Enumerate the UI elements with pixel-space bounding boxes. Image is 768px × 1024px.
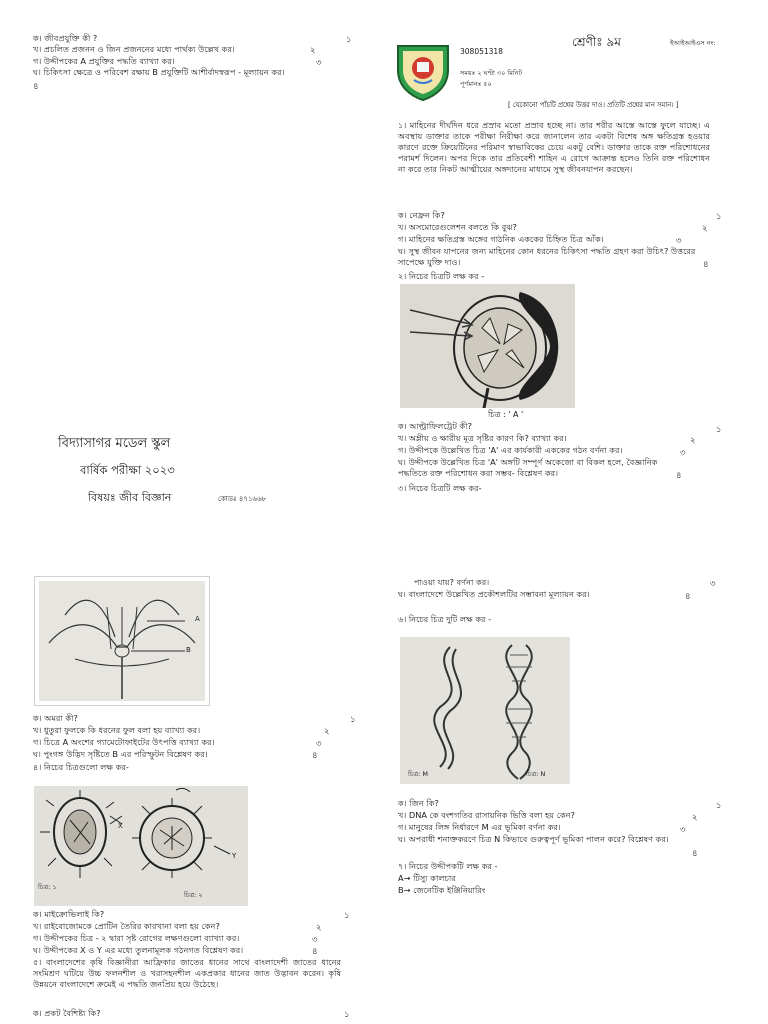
question-stem: ৫। বাংলাদেশের কৃষি বিজ্ঞানীরা আফ্রিকার জাতের ধানের সাথে বাংলাদেশী জাতের ধানের সংমিশ্রণ ঘটিয়ে উচ্চ ফলনশীল ও খরাসহনশীল একপ্রকার ধানের জাত উদ্ভাবন করেন। কৃষি উন্নয়নে বাংলাদেশে ক্রমেই এ পদ্ধতি জনপ্রিয় হয়ে উঠেছে।: [33, 957, 341, 989]
mark: ৪: [685, 592, 691, 602]
question-b: খ। অসমোরেগুলেশন বলতে কি বুঝ?: [398, 222, 517, 232]
mark: ১: [346, 35, 352, 45]
question-b: খ। অম্লীয় ও ক্ষারীয় মূত্র সৃষ্টির কারণ কি? ব্যাখ্যা কর।: [398, 433, 567, 443]
mark: ১: [344, 1010, 350, 1020]
question-a: ক। প্রকট বৈশিষ্ট্য কি?: [33, 1008, 101, 1018]
reg-number: 308051318: [460, 47, 503, 56]
flower-figure: [34, 576, 210, 706]
question-a: ক। নেফ্রন কি?: [398, 210, 445, 220]
mark: ১: [716, 425, 722, 435]
question-c: গ। মাহিনের ক্ষতিগ্রস্ত অঙ্গের গাঠনিক এককের চিহ্নিত চিত্র আঁক।: [398, 234, 604, 244]
question-a: ক। মাইক্রোভিলাই কি?: [33, 909, 105, 919]
time-label: সময়ঃ ২ ঘণ্টা ৩০ মিনিট: [460, 69, 523, 77]
mark: ৪: [312, 751, 318, 761]
mark: ৪: [312, 947, 318, 957]
question-c: গ। মানুষের লিঙ্গ নির্ধারণে M এর ভূমিকা বর্ণনা কর।: [398, 822, 561, 832]
school-name: বিদ্যাসাগর মডেল স্কুল: [58, 436, 171, 451]
mark: ১: [350, 715, 356, 725]
question-c: গ। চিত্রে A অংশের গ্যামেটোফাইটের উৎপত্তি ব্যাখ্যা কর।: [33, 737, 215, 747]
question-4-stem: ৪। নিচের চিত্রগুলো লক্ষ কর-: [33, 762, 129, 772]
figure-label-m: চিত্র: M: [408, 770, 429, 778]
question-c: গ। উদ্দীপকের A প্রযুক্তির পদ্ধতি ব্যাখ্যা কর।: [33, 56, 175, 66]
continued-line: পাওয়া যায়? বর্ণনা কর।: [414, 577, 490, 587]
question-c: গ। উদ্দীপকে উল্লেখিত চিত্র 'A' এর কার্যকারী এককের গঠন বর্ণনা কর।: [398, 445, 623, 455]
mark: ৩: [312, 935, 318, 945]
label-y: Y: [232, 852, 237, 860]
question-stem: ৭। নিচের উদ্দীপকটি লক্ষ কর -: [398, 861, 498, 871]
question-a: ক। আল্ট্রাফিলট্রেট কী?: [398, 421, 472, 431]
question-6-stem: ৬। নিচের চিত্র দুটি লক্ষ কর -: [398, 614, 492, 624]
figure-caption: চিত্র : ' A ': [488, 410, 524, 419]
instruction: [ যেকোনো পাঁচটি প্রশ্নের উত্তর দাও। প্রতিটি প্রশ্নের মান সমান। ]: [508, 101, 679, 109]
question-d: ঘ। সুস্থ জীবন যাপনের জন্য মাহিনের কোন ধরনের চিকিৎসা পদ্ধতি গ্রহণ করা উচিৎ? উত্তরের সাপেক্ষে যুক্তি দাও।: [398, 246, 696, 267]
mark: ৩: [710, 579, 716, 589]
stimulus-a: A→ টিস্যু কালচার: [398, 873, 456, 883]
question-b: খ। ধুতুরা ফুলকে কি ধরনের ফুল বলা হয় ব্যাখ্যা কর।: [33, 725, 201, 735]
question-d: ঘ। উদ্দীপকের X ও Y এর মধ্যে তুলনামূলক গঠনগত বিশ্লেষণ কর।: [33, 945, 244, 955]
question-d: ঘ। উদ্দীপকে উল্লেখিত চিত্র 'A' অঙ্গটি সম্পূর্ণ অকেজো বা বিকল হলে, বৈজ্ঞানিক পদ্ধতিতে রক্ত পরিশোধন করা সম্ভব- বিশ্লেষণ কর।: [398, 457, 658, 478]
school-logo: [392, 40, 454, 102]
mark: ৩: [680, 448, 686, 458]
mark: ৪: [676, 471, 682, 481]
mark: ২: [316, 923, 322, 933]
mark: ২: [702, 224, 708, 234]
mark: ৪: [703, 260, 709, 270]
question-b: খ। DNA কে বংশগতির রাসায়নিক ভিত্তি বলা হয় কেন?: [398, 810, 576, 820]
question-c: গ। উদ্দীপকের চিত্র - ২ দ্বারা সৃষ্ট রোগের লক্ষণগুলো ব্যাখ্যা কর।: [33, 933, 240, 943]
mark: ৩: [680, 825, 686, 835]
mark: ৩: [316, 739, 322, 749]
cell-virus-figure: [34, 786, 248, 906]
question-2-stem: ২। নিচের চিত্রটি লক্ষ কর -: [398, 271, 485, 281]
label-a: A: [195, 615, 200, 623]
mark: ২: [324, 727, 330, 737]
eiin-label: ইআইআইএস নং:: [670, 39, 716, 47]
figure-label-2: চিত্র: ২: [184, 891, 203, 899]
question-3-stem: ৩। নিচের চিত্রটি লক্ষ কর-: [398, 483, 482, 493]
mark: ২: [690, 436, 696, 446]
question-a: ক। জীবপ্রযুক্তি কী ?: [33, 33, 98, 43]
label-b: B: [186, 646, 191, 654]
question-b: খ। রাইবোজোমকে প্রোটিন তৈরির কারখানা বলা হয় কেন?: [33, 921, 220, 931]
question-a: ক। অমরা কী?: [33, 713, 78, 723]
class-label: শ্রেণীঃ ৯ম: [572, 35, 621, 49]
mark: ১: [716, 801, 722, 811]
dna-figure: [400, 637, 570, 784]
question-stem: ১। মাহিনের দীর্ঘদিন ধরে প্রস্রাব মতো প্রস্রাব হচ্ছে না। তার শরীর আস্তে আস্তে ফুলে যাচ্ছে। এ অবস্থায় ডাক্তার তাকে পরীক্ষা নিরীক্ষা করে জানালেন তার একটা বিশেষ অঙ্গ ক্ষতিগ্রস্ত হওয়ার কারণে রক্তে ক্রিয়েটিনের পরিমাণ স্বাভাবিকের চেয়ে একটু বেশি। ডাক্তার তাকে রক্ত পরিশোধনের পরামর্শ দিলেন। অপর দিকে তার প্রতিবেশী শাহিন এ রোগে আক্রান্ত হলেও তিনি রক্ত পরিশোধন না করে তার নিকট আত্মীয়ের অঙ্গদানের মাধ্যমে সুস্থ জীবনযাপন করছেন।: [398, 120, 710, 174]
question-d: ঘ। অপরাধী শনাক্তকরণে চিত্র N কিভাবে গুরুত্বপূর্ণ ভূমিকা পালন করে? বিশ্লেষণ কর।: [398, 834, 669, 844]
question-d: ঘ। পুংগঙ্গ উদ্ভিদ সৃষ্টিতে B এর পরিস্ফুটন বিশ্লেষণ কর।: [33, 749, 208, 759]
figure-label-n: চিত্র: N: [526, 770, 546, 778]
mark: ২: [692, 813, 698, 823]
question-b: খ। প্রচলিত প্রজনন ও জিন প্রজননের মধ্যে পার্থক্য উল্লেখ কর।: [33, 44, 235, 54]
question-d: ঘ। বাংলাদেশে উল্লেখিত প্রকৌশলটির সম্ভাবনা মূল্যায়ন কর।: [398, 589, 590, 599]
mark: ১: [344, 911, 350, 921]
mark: ৩: [676, 236, 682, 246]
figure-label-1: চিত্র: ১: [38, 883, 57, 891]
subject: বিষয়ঃ জীব বিজ্ঞান: [88, 491, 172, 504]
mark: ৪: [692, 849, 698, 859]
mark: ৩: [316, 58, 322, 68]
mark: ৪: [33, 82, 39, 92]
full-marks-label: পূর্ণমানঃ ৫০: [460, 80, 492, 88]
mark: ২: [310, 46, 316, 56]
label-x: X: [118, 822, 123, 830]
question-a: ক। জিন কি?: [398, 798, 439, 808]
question-d: ঘ। চিকিৎসা ক্ষেত্রে ও পরিবেশ রক্ষায় B প্রযুক্তিটি আশীর্বাদস্বরূপ - মূল্যায়ন কর।: [33, 67, 285, 77]
subject-code: কোডঃ ৪৭১৬৬৮: [218, 495, 267, 503]
mark: ১: [716, 212, 722, 222]
stimulus-b: B→ জেনেটিক ইঞ্জিনিয়ারিং: [398, 885, 486, 895]
kidney-figure: [400, 284, 575, 408]
exam-name: বার্ষিক পরীক্ষা ২০২৩: [80, 463, 175, 477]
